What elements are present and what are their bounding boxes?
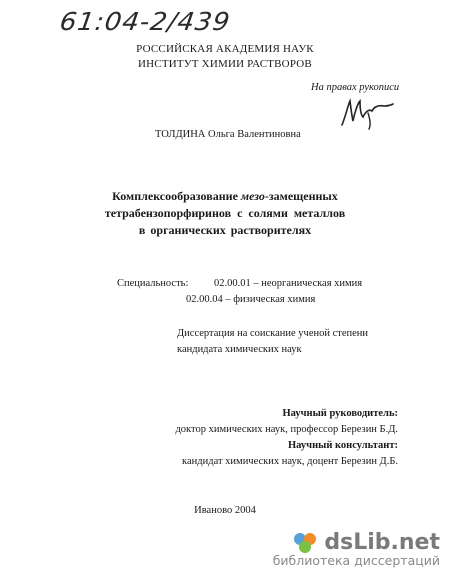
- signature-icon: [338, 95, 396, 131]
- place-year: Иваново 2004: [194, 505, 256, 516]
- institute-name: ИНСТИТУТ ХИМИИ РАСТВОРОВ: [138, 58, 312, 70]
- dissertation-line-1: Диссертация на соискание ученой степени: [177, 328, 369, 339]
- specialty-code-1: 02.00.01 – неорганическая химия: [214, 278, 363, 289]
- consultant-label: Научный консультант:: [288, 440, 398, 451]
- organization-name: РОССИЙСКАЯ АКАДЕМИЯ НАУК: [136, 43, 314, 55]
- dslib-logo-icon: [292, 532, 318, 554]
- watermark-tagline: библиотека диссертаций: [272, 553, 440, 568]
- title-italic-prefix: мезо: [240, 189, 265, 203]
- watermark: [273, 530, 440, 568]
- supervisor-label: Научный руководитель:: [282, 408, 398, 419]
- watermark-brand: dsLib.net: [324, 530, 440, 555]
- archive-number-handwritten: 61:04-2/439: [57, 8, 233, 37]
- title-line-2: тетрабензопорфиринов с солями металлов: [104, 206, 346, 220]
- specialty-label: Специальность:: [117, 278, 189, 289]
- specialty-code-2: 02.00.04 – физическая химия: [186, 294, 316, 305]
- title-line-1: Комплексообразование мезо-замещенных: [112, 189, 338, 203]
- supervisor-value: доктор химических наук, профессор Березин Б.Д.: [175, 424, 398, 435]
- dissertation-line-2: кандидата химических наук: [177, 344, 302, 355]
- consultant-value: кандидат химических наук, доцент Березин Д.Б.: [182, 456, 398, 467]
- author-name: ТОЛДИНА Ольга Валентиновна: [155, 129, 301, 140]
- title-line-3: в органических растворителях: [138, 223, 312, 237]
- rights-note: На правах рукописи: [311, 82, 400, 93]
